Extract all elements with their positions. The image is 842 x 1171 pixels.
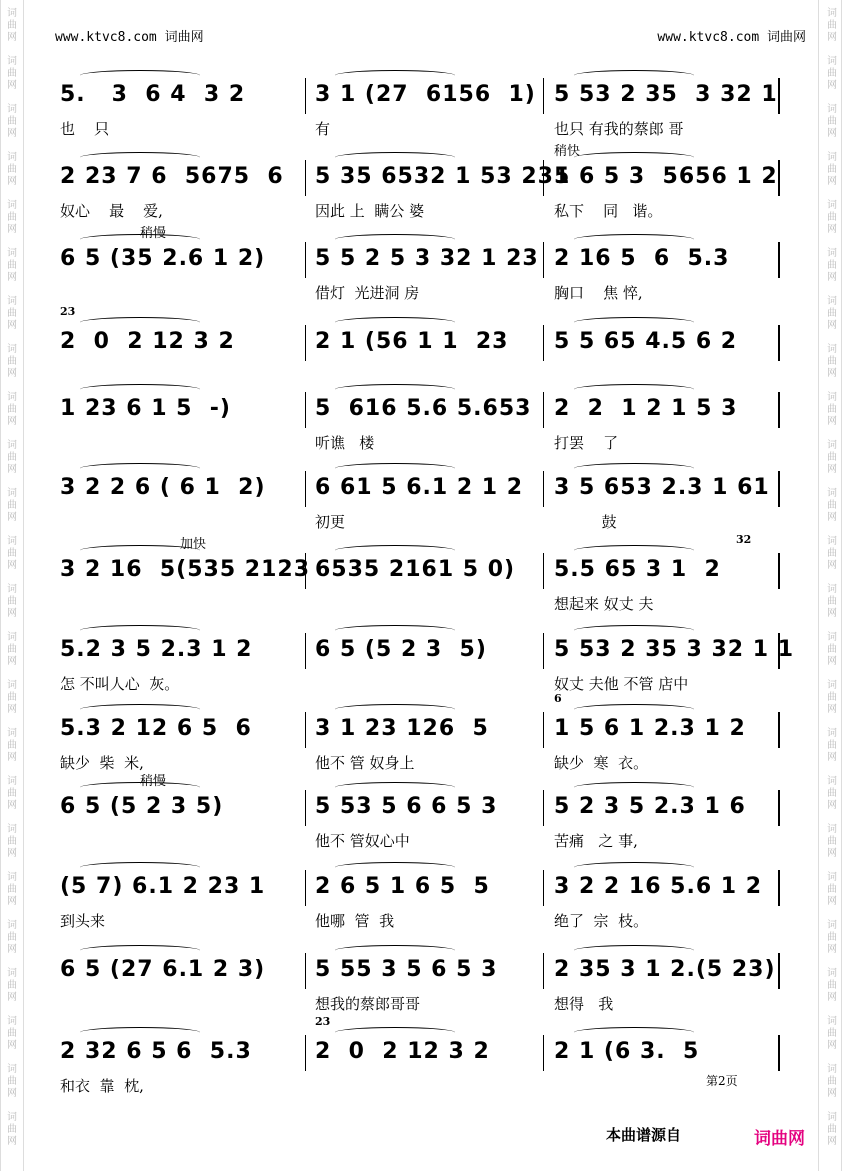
notation-measure: 2 16 5 6 5.3	[554, 246, 730, 271]
tempo-marking: 稍慢	[140, 226, 167, 241]
notation-measure: 5 616 5.6 5.653	[315, 396, 532, 421]
slur-mark	[335, 234, 455, 245]
notation-measure: 2 6 5 1 6 5 5	[315, 874, 490, 899]
notation-measure: 2 23 7 6 5675 6	[60, 164, 284, 189]
barline	[543, 325, 544, 361]
watermark-text: 词 曲 网	[827, 344, 837, 379]
slur-mark	[80, 70, 200, 81]
barline	[543, 242, 544, 278]
notation-measure: (5 7) 6.1 2 23 1	[60, 874, 266, 899]
slur-mark	[80, 704, 200, 715]
watermark-text: 词 曲 网	[827, 1016, 837, 1051]
tempo-marking: 加快	[180, 537, 207, 552]
watermark-text: 词 曲 网	[827, 56, 837, 91]
notation-measure: 2 2 1 2 1 5 3	[554, 396, 738, 421]
slur-mark	[574, 1027, 694, 1038]
watermark-text: 词 曲 网	[7, 392, 17, 427]
notation-measure: 1 23 6 1 5 -)	[60, 396, 231, 421]
watermark-text: 词 曲 网	[7, 56, 17, 91]
watermark-text: 词 曲 网	[827, 872, 837, 907]
slur-mark	[574, 782, 694, 793]
watermark-text: 词 曲 网	[827, 200, 837, 235]
footer-source-label: 本曲谱源自	[606, 1126, 682, 1144]
score-system	[60, 226, 780, 320]
watermark-text: 词 曲 网	[827, 104, 837, 139]
barline	[305, 325, 306, 361]
slur-mark	[80, 945, 200, 956]
lyric-line: 和衣 靠 枕,	[60, 1077, 144, 1095]
barline	[543, 553, 544, 589]
barline	[543, 78, 544, 114]
notation-measure: 6 5 (5 2 3 5)	[315, 637, 487, 662]
lyric-line: 有	[315, 120, 331, 138]
barline	[305, 633, 306, 669]
lyric-line: 私下 同 谐。	[554, 202, 663, 220]
watermark-text: 词 曲 网	[7, 152, 17, 187]
watermark-text: 词 曲 网	[827, 776, 837, 811]
score-system	[60, 953, 780, 1031]
lyric-line: 鼓	[554, 513, 617, 531]
notation-measure: 5 2 3 5 2.3 1 6	[554, 794, 746, 819]
slur-mark	[335, 625, 455, 636]
notation-measure: 3 2 16 5(535 2123	[60, 557, 311, 582]
barline	[305, 953, 306, 989]
notation-measure: 6 5 (5 2 3 5)	[60, 794, 224, 819]
watermark-text: 词 曲 网	[7, 200, 17, 235]
notation-measure: 5 55 3 5 6 5 3	[315, 957, 498, 982]
notation-measure: 3 1 23 126 5	[315, 716, 489, 741]
watermark-text: 词 曲 网	[827, 1064, 837, 1099]
header-right-site: www.ktvc8.com 词曲网	[657, 30, 806, 45]
page-number: 第2页	[706, 1074, 738, 1088]
watermark-text: 词 曲 网	[7, 584, 17, 619]
watermark-text: 词 曲 网	[7, 680, 17, 715]
notation-measure: 1 5 6 1 2.3 1 2	[554, 716, 746, 741]
lyric-line: 借灯 光进洞 房	[315, 284, 420, 302]
slur-mark	[80, 1027, 200, 1038]
header-left-site: www.ktvc8.com 词曲网	[55, 30, 204, 45]
notation-measure: 5 53 2 35 3 32 1 1	[554, 637, 794, 662]
lyric-line: 他不 管奴心中	[315, 832, 410, 850]
notation-measure: 3 5 653 2.3 1 61	[554, 475, 770, 500]
barline	[543, 1035, 544, 1071]
slur-mark	[574, 384, 694, 395]
watermark-text: 词 曲 网	[827, 152, 837, 187]
lyric-line: 想我的蔡郎哥哥	[315, 995, 421, 1013]
barline	[305, 712, 306, 748]
watermark-text: 词 曲 网	[827, 728, 837, 763]
barline	[305, 870, 306, 906]
grace-note-mark: 6	[554, 692, 562, 705]
grace-note-mark: 32	[736, 533, 752, 546]
notation-measure: 5 53 2 35 3 32 1	[554, 82, 778, 107]
barline	[305, 78, 306, 114]
barline	[778, 712, 780, 748]
notation-measure: 6 61 5 6.1 2 1 2	[315, 475, 524, 500]
notation-measure: 2 32 6 5 6 5.3	[60, 1039, 252, 1064]
barline	[543, 953, 544, 989]
watermark-text: 词 曲 网	[827, 680, 837, 715]
barline	[778, 1035, 780, 1071]
slur-mark	[574, 625, 694, 636]
lyric-line: 想起来 奴丈 夫	[554, 595, 654, 613]
watermark-text: 词 曲 网	[827, 1112, 837, 1147]
barline	[543, 712, 544, 748]
notation-measure: 5 6 5 3 5656 1 2	[554, 164, 778, 189]
slur-mark	[574, 704, 694, 715]
lyric-line: 绝了 宗 枝。	[554, 912, 649, 930]
notation-measure: 6535 2161 5 0)	[315, 557, 516, 582]
lyric-line: 他哪 管 我	[315, 912, 395, 930]
score-system	[60, 392, 780, 470]
barline	[543, 392, 544, 428]
watermark-text: 词 曲 网	[827, 632, 837, 667]
slur-mark	[335, 152, 455, 163]
notation-measure: 5.2 3 5 2.3 1 2	[60, 637, 253, 662]
barline	[305, 790, 306, 826]
barline	[543, 633, 544, 669]
score-system	[60, 692, 780, 790]
notation-measure: 6 5 (27 6.1 2 3)	[60, 957, 266, 982]
slur-mark	[80, 317, 200, 328]
barline	[778, 78, 780, 114]
notation-measure: 5 5 2 5 3 32 1 23	[315, 246, 539, 271]
tempo-marking: 稍快	[554, 144, 581, 159]
notation-measure: 2 35 3 1 2.(5 23)	[554, 957, 776, 982]
watermark-text: 词 曲 网	[827, 584, 837, 619]
barline	[305, 160, 306, 196]
notation-measure: 6 5 (35 2.6 1 2)	[60, 246, 266, 271]
score-system	[60, 633, 794, 711]
watermark-text: 词 曲 网	[827, 440, 837, 475]
slur-mark	[335, 463, 455, 474]
barline	[778, 160, 780, 196]
barline	[778, 790, 780, 826]
slur-mark	[574, 545, 694, 556]
barline	[778, 870, 780, 906]
barline	[305, 242, 306, 278]
lyric-line: 到头来	[60, 912, 106, 930]
slur-mark	[335, 704, 455, 715]
notation-measure: 3 2 2 6 ( 6 1 2)	[60, 475, 266, 500]
notation-measure: 3 1 (27 6156 1)	[315, 82, 536, 107]
barline	[543, 471, 544, 507]
lyric-line: 胸口 焦 悴,	[554, 284, 643, 302]
barline	[778, 953, 780, 989]
score-system	[60, 1015, 780, 1113]
grace-note-mark: 23	[315, 1015, 331, 1028]
slur-mark	[335, 317, 455, 328]
slur-mark	[80, 152, 200, 163]
notation-measure: 5.3 2 12 6 5 6	[60, 716, 252, 741]
slur-mark	[574, 317, 694, 328]
lyric-line: 也只 有我的蔡郎 哥	[554, 120, 684, 138]
lyric-line: 打罢 了	[554, 434, 619, 452]
lyric-line: 他不 管 奴身上	[315, 754, 415, 772]
slur-mark	[335, 384, 455, 395]
slur-mark	[335, 782, 455, 793]
score-system	[60, 471, 780, 549]
lyric-line: 听谯 楼	[315, 434, 375, 452]
barline	[305, 392, 306, 428]
watermark-text: 词 曲 网	[7, 1016, 17, 1051]
grace-note-mark: 23	[60, 305, 76, 318]
watermark-text: 词 曲 网	[827, 488, 837, 523]
slur-mark	[574, 152, 694, 163]
lyric-line: 也 只	[60, 120, 110, 138]
watermark-text: 词 曲 网	[7, 728, 17, 763]
notation-measure: 5 53 5 6 6 5 3	[315, 794, 498, 819]
score-system	[60, 870, 780, 948]
watermark-text: 词 曲 网	[7, 1064, 17, 1099]
notation-measure: 2 1 (56 1 1 23	[315, 329, 509, 354]
lyric-line: 缺少 寒 衣。	[554, 754, 649, 772]
lyric-line: 奴丈 夫他 不管 店中	[554, 675, 689, 693]
slur-mark	[335, 1027, 455, 1038]
notation-measure: 2 1 (6 3. 5	[554, 1039, 700, 1064]
score-system	[60, 78, 780, 156]
watermark-text: 词 曲 网	[827, 392, 837, 427]
barline	[778, 471, 780, 507]
barline	[778, 325, 780, 361]
watermark-text: 词 曲 网	[7, 632, 17, 667]
watermark-text: 词 曲 网	[7, 776, 17, 811]
lyric-line: 想得 我	[554, 995, 614, 1013]
watermark-text: 词 曲 网	[827, 296, 837, 331]
score-system	[60, 774, 780, 868]
lyric-line: 初更	[315, 513, 346, 531]
barline	[305, 1035, 306, 1071]
watermark-text: 词 曲 网	[7, 104, 17, 139]
slur-mark	[80, 862, 200, 873]
watermark-text: 词 曲 网	[7, 8, 17, 43]
watermark-text: 词 曲 网	[827, 8, 837, 43]
watermark-text: 词 曲 网	[7, 872, 17, 907]
notation-measure: 5 5 65 4.5 6 2	[554, 329, 738, 354]
lyric-line: 怎 不叫人心 灰。	[60, 675, 180, 693]
tempo-marking: 稍慢	[140, 774, 167, 789]
slur-mark	[335, 545, 455, 556]
slur-mark	[574, 234, 694, 245]
watermark-text: 词 曲 网	[827, 968, 837, 1003]
watermark-text: 词 曲 网	[827, 248, 837, 283]
lyric-line: 苦痛 之 事,	[554, 832, 638, 850]
barline	[778, 553, 780, 589]
watermark-text: 词 曲 网	[827, 920, 837, 955]
watermark-text: 词 曲 网	[7, 248, 17, 283]
slur-mark	[80, 384, 200, 395]
score-system	[60, 533, 780, 631]
slur-mark	[80, 625, 200, 636]
barline	[543, 870, 544, 906]
watermark-text: 词 曲 网	[7, 1112, 17, 1147]
slur-mark	[574, 945, 694, 956]
score-system	[60, 144, 780, 238]
barline	[543, 790, 544, 826]
slur-mark	[335, 862, 455, 873]
notation-measure: 5 35 6532 1 53 231	[315, 164, 571, 189]
footer-brand: 词曲网	[754, 1129, 805, 1149]
watermark-text: 词 曲 网	[7, 488, 17, 523]
watermark-text: 词 曲 网	[827, 824, 837, 859]
lyric-line: 奴心 最 爱,	[60, 202, 163, 220]
watermark-text: 词 曲 网	[7, 536, 17, 571]
notation-measure: 5.5 65 3 1 2	[554, 557, 721, 582]
lyric-line: 缺少 柴 米,	[60, 754, 144, 772]
lyric-line: 因此 上 瞒公 婆	[315, 202, 425, 220]
watermark-text: 词 曲 网	[7, 824, 17, 859]
barline	[778, 392, 780, 428]
slur-mark	[574, 70, 694, 81]
slur-mark	[574, 862, 694, 873]
notation-measure: 3 2 2 16 5.6 1 2	[554, 874, 763, 899]
barline	[778, 242, 780, 278]
watermark-text: 词 曲 网	[827, 536, 837, 571]
watermark-text: 词 曲 网	[7, 296, 17, 331]
notation-measure: 5. 3 6 4 3 2	[60, 82, 246, 107]
watermark-text: 词 曲 网	[7, 440, 17, 475]
watermark-text: 词 曲 网	[7, 344, 17, 379]
slur-mark	[335, 945, 455, 956]
barline	[305, 471, 306, 507]
watermark-text: 词 曲 网	[7, 920, 17, 955]
slur-mark	[574, 463, 694, 474]
slur-mark	[80, 463, 200, 474]
notation-measure: 2 0 2 12 3 2	[315, 1039, 490, 1064]
slur-mark	[335, 70, 455, 81]
notation-measure: 2 0 2 12 3 2	[60, 329, 235, 354]
watermark-text: 词 曲 网	[7, 968, 17, 1003]
